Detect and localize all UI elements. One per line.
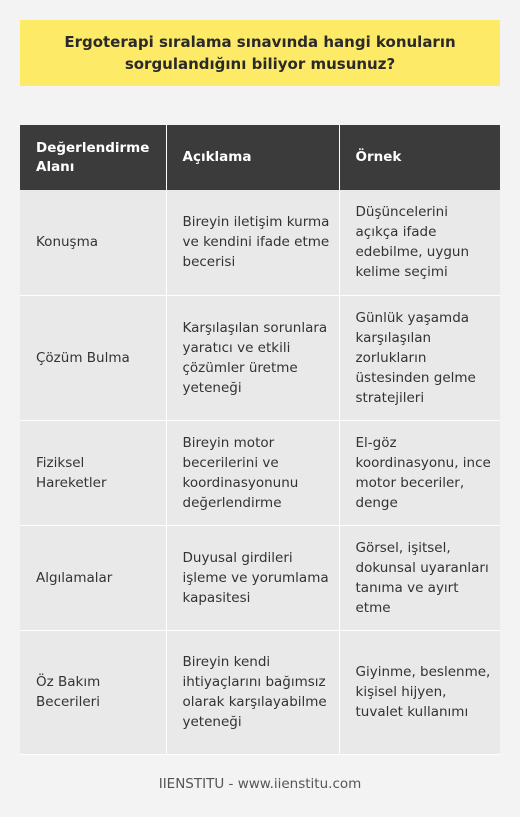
cell-example: Günlük yaşamda karşılaşılan zorlukların üstesinden gelme stratejileri [339, 295, 500, 420]
cell-area: Fiziksel Hareketler [20, 420, 166, 525]
cell-description: Karşılaşılan sorunlara yaratıcı ve etkili çözümler üretme yeteneği [166, 295, 339, 420]
cell-description: Bireyin iletişim kurma ve kendini ifade etme becerisi [166, 190, 339, 295]
page-title: Ergoterapi sıralama sınavında hangi konuların sorgulandığını biliyor musunuz? [64, 33, 456, 73]
table-header-row [20, 125, 500, 190]
table-row [20, 190, 500, 295]
title-banner [20, 20, 500, 86]
cell-description: Duyusal girdileri işleme ve yorumlama kapasitesi [166, 525, 339, 630]
table-row [20, 525, 500, 630]
cell-example: Düşüncelerini açıkça ifade edebilme, uygun kelime seçimi [339, 190, 500, 295]
assessment-table [20, 125, 500, 755]
cell-area: Öz Bakım Becerileri [20, 630, 166, 754]
column-header-description: Açıklama [166, 125, 339, 190]
column-header-example: Örnek [339, 125, 500, 190]
cell-description: Bireyin kendi ihtiyaçlarını bağımsız olarak karşılayabilme yeteneği [166, 630, 339, 754]
cell-area: Algılamalar [20, 525, 166, 630]
cell-example: Görsel, işitsel, dokunsal uyaranları tanıma ve ayırt etme [339, 525, 500, 630]
footer-source: IIENSTITU - www.iienstitu.com [158, 776, 362, 792]
table-row [20, 420, 500, 525]
cell-area: Çözüm Bulma [20, 295, 166, 420]
cell-example: Giyinme, beslenme, kişisel hijyen, tuvalet kullanımı [339, 630, 500, 754]
table-row [20, 630, 500, 754]
column-header-area: Değerlendirme Alanı [20, 125, 166, 190]
cell-example: El-göz koordinasyonu, ince motor beceriler, denge [339, 420, 500, 525]
table-row [20, 295, 500, 420]
cell-area: Konuşma [20, 190, 166, 295]
cell-description: Bireyin motor becerilerini ve koordinasyonunu değerlendirme [166, 420, 339, 525]
